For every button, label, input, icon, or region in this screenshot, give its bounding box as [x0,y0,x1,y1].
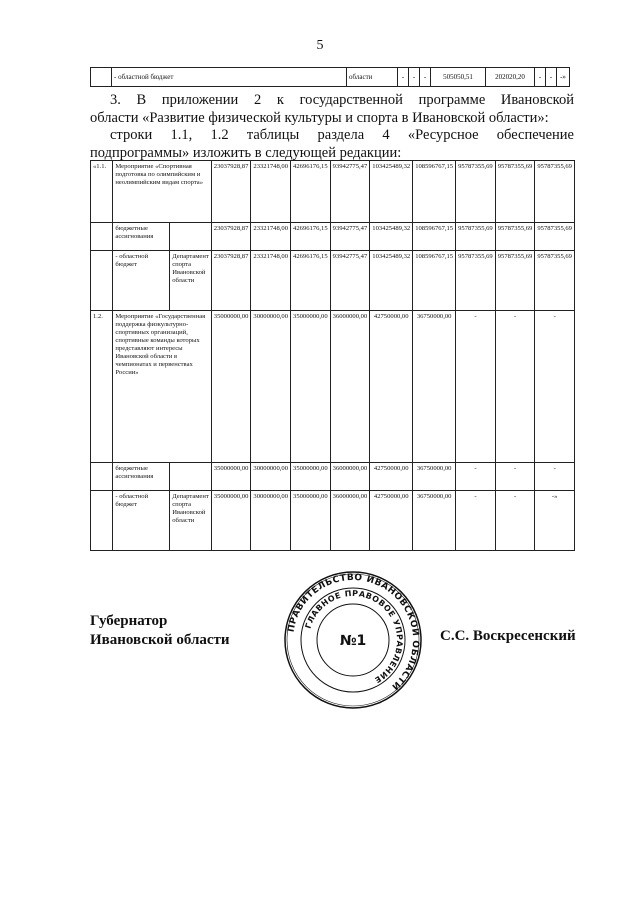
table-row [91,68,570,87]
table-cell: 23037928,87 [211,251,251,311]
table-cell: -» [557,68,570,87]
table-cell: 35000000,00 [211,491,251,551]
table-cell: 93942775,47 [330,161,370,223]
table-cell: - [409,68,420,87]
table-cell: - [535,311,575,463]
table-cell [91,68,112,87]
table-cell: 95787355,69 [535,251,575,311]
table-cell: 30000000,00 [251,491,291,551]
table-cell: - [456,311,496,463]
table-cell: 36750000,00 [413,491,456,551]
table-cell: 36000000,00 [330,491,370,551]
table-cell: - [495,463,535,491]
table-cell: -» [535,491,575,551]
table-cell: - [456,463,496,491]
signatory-name: С.С. Воскресенский [440,628,576,644]
table-row [91,463,575,491]
table-cell: 93942775,47 [330,251,370,311]
table-cell: 108596767,15 [413,251,456,311]
table-row [91,161,575,223]
table-cell: 95787355,69 [456,161,496,223]
page-number: 5 [316,38,324,53]
table-cell: 108596767,15 [413,223,456,251]
signature-title-line-2: Ивановской области [90,632,230,648]
executor-cell: Департамент спорта Ивановской области [170,491,212,551]
table-cell: 23321748,00 [251,251,291,311]
table-cell: 103425489,32 [370,251,413,311]
table-cell: 42696176,15 [291,223,331,251]
table-row [91,311,575,463]
table-row [91,491,575,551]
table-cell: 23037928,87 [211,161,251,223]
paragraph-1-line-1: 3. В приложении 2 к государственной программе Ивановской [110,92,574,108]
executor-cell [170,463,212,491]
row-name: Мероприятие «Спортивная подготовка по олимпийским и неолимпийским видам спорта» [113,161,211,223]
table-cell: 42750000,00 [370,491,413,551]
row-number: 1.2. [91,311,113,463]
continuation-table-row [90,67,570,87]
table-cell: 42750000,00 [370,463,413,491]
table-cell [91,251,113,311]
row-number: «1.1. [91,161,113,223]
table-cell: 95787355,69 [495,251,535,311]
table-cell: 23321748,00 [251,161,291,223]
table-cell: - [535,463,575,491]
official-seal [268,570,438,710]
table-cell: 95787355,69 [495,161,535,223]
row-name: бюджетные ассигнования [113,223,170,251]
table-cell: 35000000,00 [211,311,251,463]
row-name: - областной бюджет [113,251,170,311]
table-cell: 93942775,47 [330,223,370,251]
budget-label: - областной бюджет [112,68,347,87]
executor-cell: Департамент спорта Ивановской области [170,251,212,311]
table-cell: 103425489,32 [370,223,413,251]
table-cell: - [495,311,535,463]
table-cell: - [456,491,496,551]
table-cell: 35000000,00 [211,463,251,491]
table-cell: 36000000,00 [330,463,370,491]
table-cell: 36750000,00 [413,463,456,491]
row-name: - областной бюджет [113,491,170,551]
table-cell: 95787355,69 [535,161,575,223]
table-cell: - [420,68,431,87]
signature-title [90,612,230,650]
table-cell: 95787355,69 [495,223,535,251]
seal-outer-text-path: ПРАВИТЕЛЬСТВО ИВАНОВСКОЙ ОБЛАСТИ [286,572,421,692]
table-cell: 108596767,15 [413,161,456,223]
paragraph-1-line-2: области «Развитие физической культуры и спорта в Ивановской области»: [90,110,549,126]
executor-cell [170,223,212,251]
table-cell: 42750000,00 [370,311,413,463]
table-cell: 42696176,15 [291,251,331,311]
table-cell: 95787355,69 [456,223,496,251]
table-cell: 23037928,87 [211,223,251,251]
table-cell: 36750000,00 [413,311,456,463]
table-row [91,251,575,311]
signature-title-line-1: Губернатор [90,613,168,629]
table-cell: 30000000,00 [251,311,291,463]
resource-table [90,160,575,551]
table-cell: 103425489,32 [370,161,413,223]
table-cell: 202020,20 [486,68,535,87]
table-cell: - [398,68,409,87]
table-cell: 35000000,00 [291,463,331,491]
seal-number: №1 [339,633,367,649]
table-cell [91,223,113,251]
table-cell: 36000000,00 [330,311,370,463]
table-cell [91,463,113,491]
executor-cell: области [347,68,398,87]
table-cell: 505050,51 [431,68,486,87]
table-cell: - [535,68,546,87]
table-cell: 23321748,00 [251,223,291,251]
table-cell: 35000000,00 [291,311,331,463]
row-name: бюджетные ассигнования [113,463,170,491]
table-cell: 30000000,00 [251,463,291,491]
row-name: Мероприятие «Государственная поддержка физкультурно-спортивных организаций, спортивные команды которых представляют интересы Ивановской области в чемпионатах и первенствах России» [113,311,211,463]
seal-inner-text-path: ГЛАВНОЕ ПРАВОВОЕ УПРАВЛЕНИЕ [303,588,405,685]
table-cell: - [546,68,557,87]
table-cell: 95787355,69 [456,251,496,311]
table-cell: 35000000,00 [291,491,331,551]
paragraph-2-line-1: строки 1.1, 1.2 таблицы раздела 4 «Ресурсное обеспечение [110,127,574,143]
paragraph-2-line-2: подпрограммы» изложить в следующей редакции: [90,145,402,161]
table-cell: 95787355,69 [535,223,575,251]
table-cell: 42696176,15 [291,161,331,223]
table-cell [91,491,113,551]
table-cell: - [495,491,535,551]
table-row [91,223,575,251]
